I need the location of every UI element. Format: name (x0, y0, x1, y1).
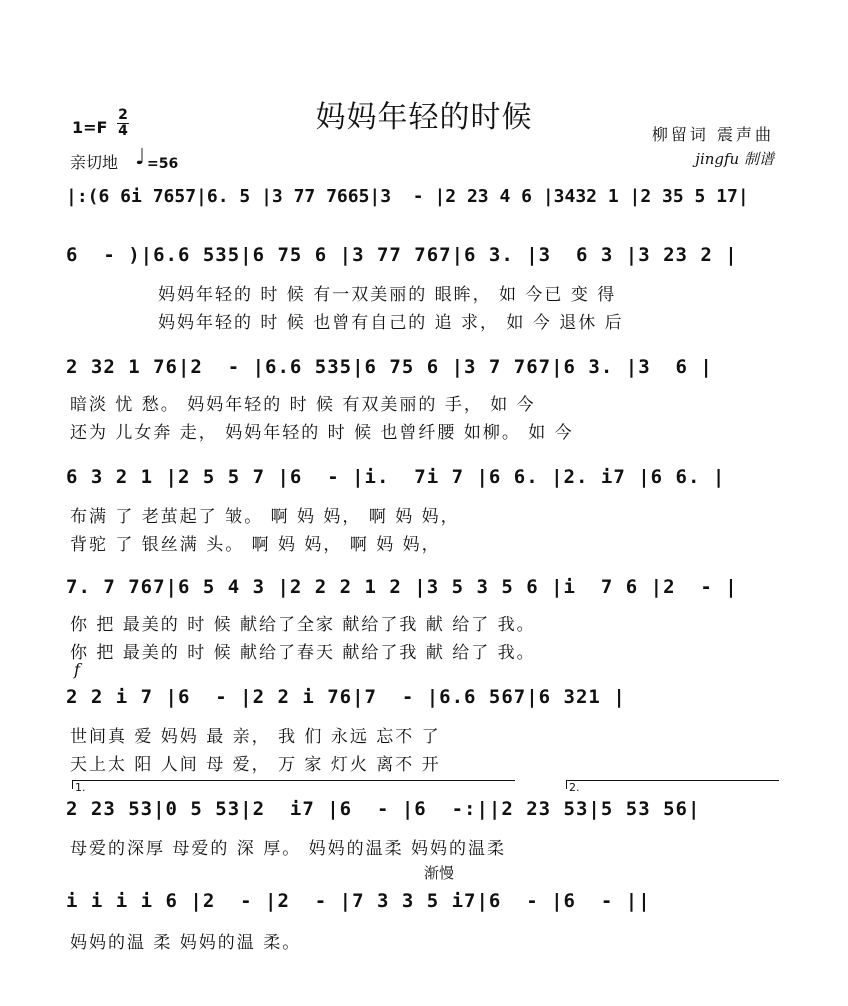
notes-line: |:(6 6i 7657|6. 5 |3 77 7665|3 - |2 23 4 6 |3432 1 |2 35 5 17| (66, 186, 749, 207)
notes-line: 7. 7 767|6 5 4 3 |2 2 2 1 2 |3 5 3 5 6 |i 7 6 |2 - | (66, 576, 738, 598)
notes-line: i i i i 6 |2 - |2 - |7 3 3 5 i7|6 - |6 - || (66, 890, 651, 912)
system-5 (66, 572, 778, 602)
meter-top: 2 (118, 107, 128, 123)
tempo-value: =56 (147, 156, 179, 172)
lyric-verse-1: 布满 了 老茧起了 皱。 啊 妈 妈， 啊 妈 妈， (70, 507, 460, 527)
notes-line: 2 32 1 76|2 - |6.6 535|6 75 6 |3 7 767|6 3. |3 6 | (66, 356, 713, 378)
lyric-verse-2: 还为 儿女奔 走， 妈妈年轻的 时 候 也曾纤腰 如柳。 如 今 (70, 423, 574, 443)
key-signature: 1=F (72, 118, 108, 137)
lyric-verse-1: 暗淡 忧 愁。 妈妈年轻的 时 候 有双美丽的 手， 如 今 (70, 395, 536, 415)
notes-line: 2 2 i 7 |6 - |2 2 i 76|7 - |6.6 567|6 321 | (66, 686, 626, 708)
song-title: 妈妈年轻的时候 (315, 100, 533, 135)
tempo-marking-ritardando: 渐慢 (424, 864, 455, 882)
notes-line: 2 23 53|0 5 53|2 i7 |6 - |6 -:||2 23 53|5 53 56| (66, 798, 701, 820)
lyric-verse-2: 妈妈年轻的 时 候 也曾有自己的 追 求， 如 今 退休 后 (158, 313, 624, 333)
system-7 (66, 794, 778, 824)
lyric-verse-1: 你 把 最美的 时 候 献给了全家 献给了我 献 给了 我。 (70, 615, 536, 635)
system-4 (66, 462, 778, 492)
lyric-line: 妈妈的温 柔 妈妈的温 柔。 (70, 933, 302, 953)
system-6 (66, 682, 778, 712)
notes-line: 6 3 2 1 |2 5 5 7 |6 - |i. 7i 7 |6 6. |2. i7 |6 6. | (66, 466, 726, 488)
meter-bottom: 4 (118, 123, 128, 139)
lyric-verse-1: 世间真 爱 妈妈 最 亲， 我 们 永远 忘不 了 (70, 727, 441, 747)
lyric-verse-2: 天上太 阳 人间 母 爱， 万 家 灯火 离不 开 (70, 755, 441, 775)
notes-line: 6 - )|6.6 535|6 75 6 |3 77 767|6 3. |3 6 3 |3 23 2 | (66, 244, 738, 266)
system-1 (66, 182, 778, 212)
volta-second-ending (566, 780, 779, 794)
system-3 (66, 352, 778, 382)
lyric-verse-2: 背驼 了 银丝满 头。 啊 妈 妈， 啊 妈 妈， (70, 535, 441, 555)
score-maker-credit: jingfu 制谱 (695, 150, 774, 168)
expression-mark: 亲切地 (70, 153, 119, 172)
volta-first-ending (72, 780, 515, 794)
lyric-line: 母爱的深厚 母爱的 深 厚。 妈妈的温柔 妈妈的温柔 (70, 839, 507, 859)
lyric-verse-1: 妈妈年轻的 时 候 有一双美丽的 眼眸， 如 今已 变 得 (158, 285, 617, 305)
time-signature (116, 108, 130, 139)
tempo-note-icon: ♩ (135, 145, 146, 170)
composer-credit: 柳留词 震声曲 (651, 125, 774, 144)
volta-1-label: 1. (75, 781, 86, 794)
volta-2-label: 2. (569, 781, 580, 794)
system-2 (66, 240, 778, 270)
lyric-verse-2: 你 把 最美的 时 候 献给了春天 献给了我 献 给了 我。 (70, 643, 536, 663)
dynamic-mark: f (74, 660, 80, 679)
system-8 (66, 886, 778, 916)
